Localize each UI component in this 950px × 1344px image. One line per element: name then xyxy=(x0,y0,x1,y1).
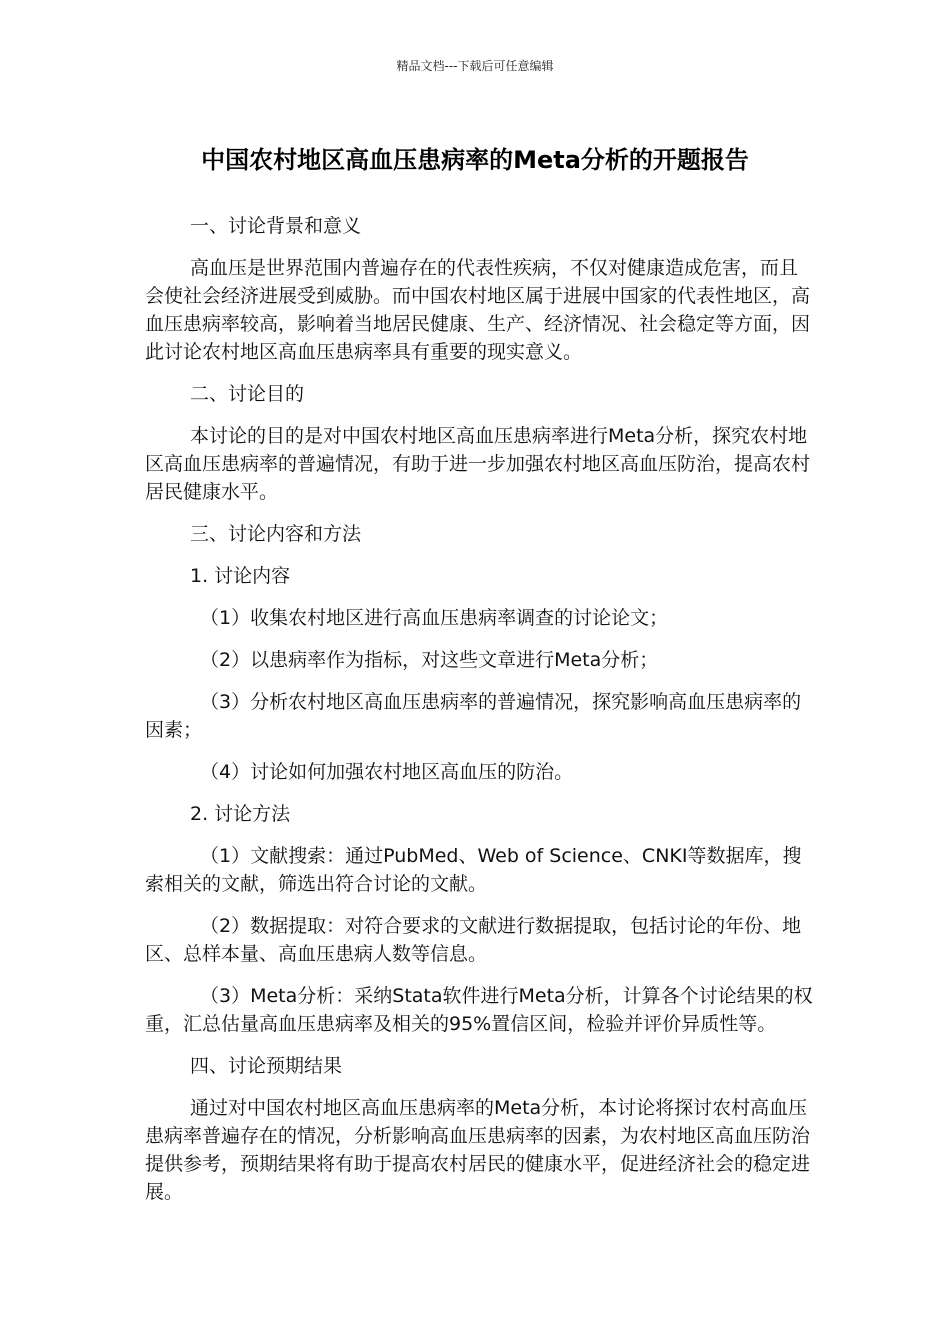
subheading-content: 1. 讨论内容 xyxy=(190,565,291,587)
section-heading-content-method: 三、讨论内容和方法 xyxy=(190,523,362,545)
document-body xyxy=(145,212,815,1220)
header-watermark: 精品文档---下载后可任意编辑 xyxy=(396,59,554,73)
list-item: （2）数据提取：对符合要求的文献进行数据提取，包括讨论的年份、地区、总样本量、高血压患病人数等信息。 xyxy=(145,915,802,965)
list-item: （3）Meta分析：采纳Stata软件进行Meta分析，计算各个讨论结果的权重，汇总估量高血压患病率及相关的95%置信区间，检验并评价异质性等。 xyxy=(145,985,813,1035)
list-item: （2）以患病率作为指标，对这些文章进行Meta分析； xyxy=(200,649,659,671)
paragraph-background: 高血压是世界范围内普遍存在的代表性疾病，不仅对健康造成危害，而且会使社会经济进展受到威胁。而中国农村地区属于进展中国家的代表性地区，高血压患病率较高，影响着当地居民健康、生产、经济情况、社会稳定等方面，因此讨论农村地区高血压患病率具有重要的现实意义。 xyxy=(145,257,811,363)
paragraph-expected-results: 通过对中国农村地区高血压患病率的Meta分析，本讨论将探讨农村高血压患病率普遍存在的情况，分析影响高血压患病率的因素，为农村地区高血压防治提供参考，预期结果将有助于提高农村居民的健康水平，促进经济社会的稳定进展。 xyxy=(145,1097,811,1203)
paragraph-purpose: 本讨论的目的是对中国农村地区高血压患病率进行Meta分析，探究农村地区高血压患病率的普遍情况，有助于进一步加强农村地区高血压防治，提高农村居民健康水平。 xyxy=(145,425,811,503)
list-item: （3）分析农村地区高血压患病率的普遍情况，探究影响高血压患病率的因素； xyxy=(145,691,802,741)
section-heading-expected-results: 四、讨论预期结果 xyxy=(190,1055,343,1077)
section-heading-purpose: 二、讨论目的 xyxy=(190,383,305,405)
list-item: （1）文献搜索：通过PubMed、Web of Science、CNKI等数据库，搜索相关的文献，筛选出符合讨论的文献。 xyxy=(145,845,802,895)
subheading-method: 2. 讨论方法 xyxy=(190,803,291,825)
section-heading-background: 一、讨论背景和意义 xyxy=(190,215,362,237)
list-item: （1）收集农村地区进行高血压患病率调查的讨论论文； xyxy=(200,607,669,629)
list-item: （4）讨论如何加强农村地区高血压的防治。 xyxy=(200,761,574,783)
document-title: 中国农村地区高血压患病率的Meta分析的开题报告 xyxy=(201,146,749,174)
